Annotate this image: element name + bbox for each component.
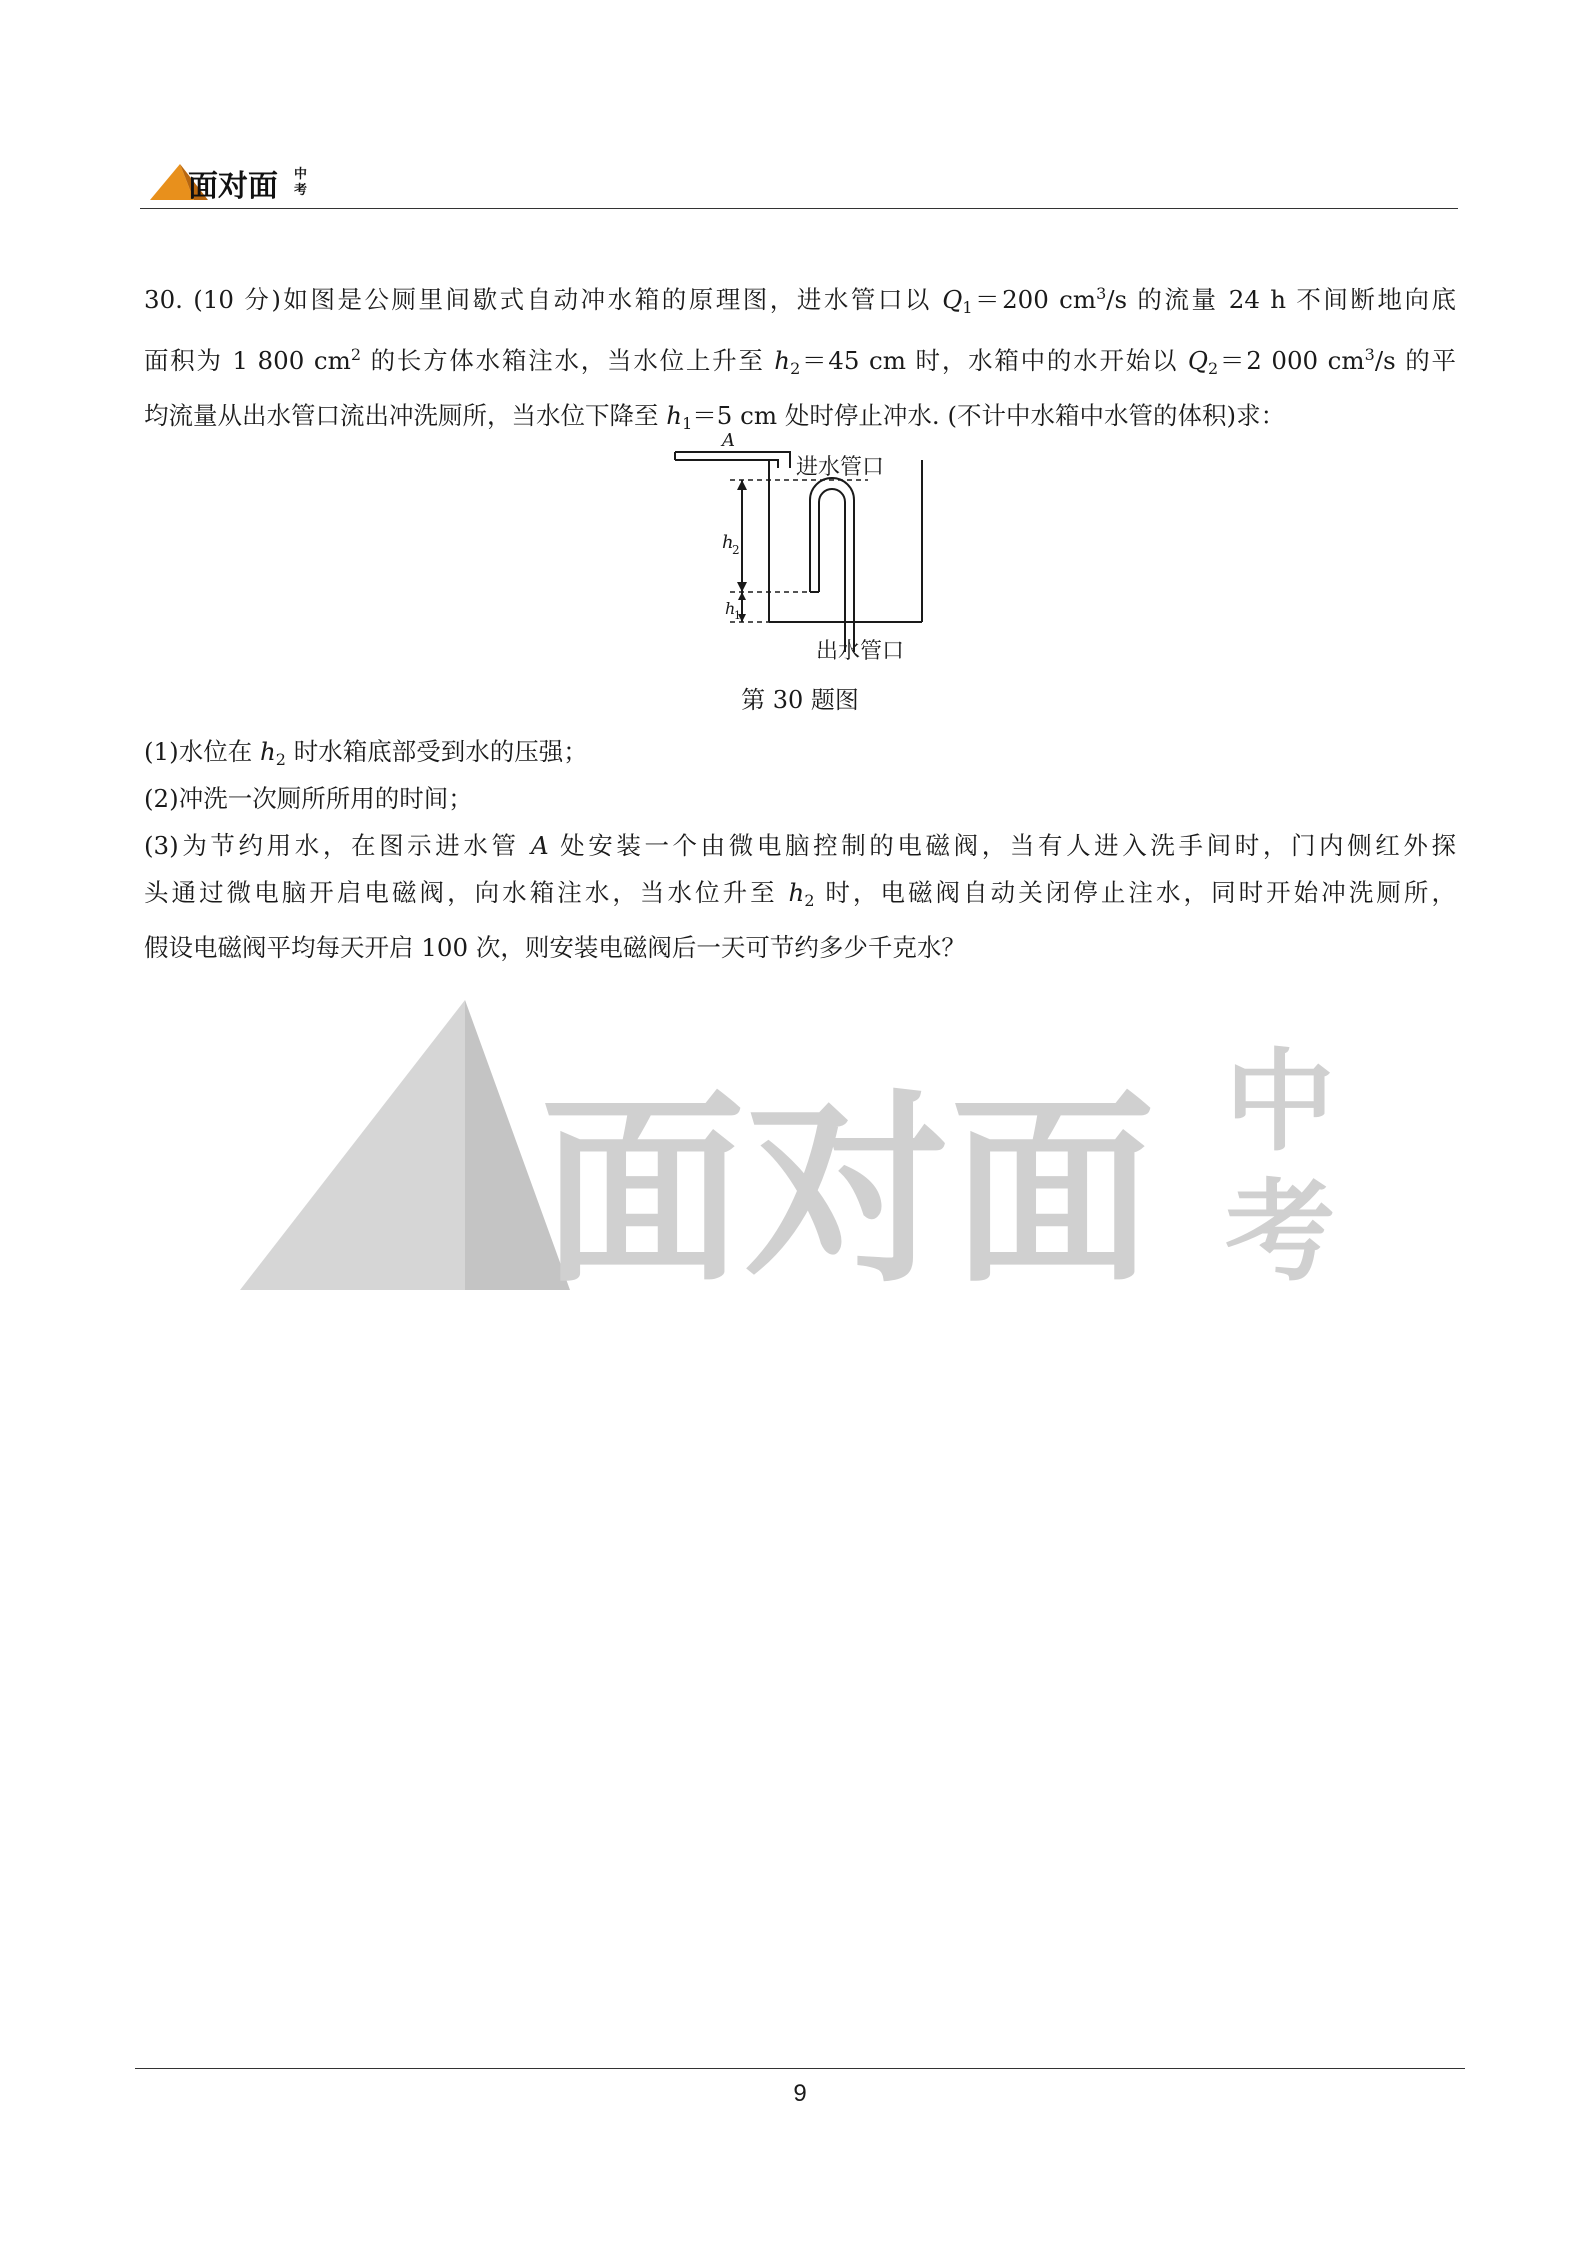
question-stem <box>144 270 1456 447</box>
question-line-3: 均流量从出水管口流出冲洗厕所，当水位下降至 $h_1=5$ cm 处时停止冲水. (不计中水箱中水管的体积)求： <box>144 401 1286 433</box>
footer-rule <box>135 2068 1465 2069</box>
question-line-2: 面积为 1 800 $cm^2$ 的长方体水箱注水，当水位上升至 $h_2=45$ cm 时，水箱中的水开始以 $Q_2=2$ 000 $cm^3/s$ 的平 <box>144 345 1456 378</box>
label-inlet: 进水管口 <box>796 455 885 480</box>
flush-tank-diagram <box>670 430 930 666</box>
header-rule <box>140 208 1458 209</box>
logo-main-text: 面对面 <box>188 169 278 204</box>
label-h2-var: h <box>722 532 734 553</box>
watermark-main-text: 面对面 <box>540 1073 1155 1300</box>
label-h1-var: h <box>725 599 736 618</box>
watermark-side-bottom: 考 <box>1225 1168 1335 1296</box>
page-number: 9 <box>793 2080 807 2107</box>
arrow-up-h1-icon <box>738 592 746 600</box>
label-h1-sub: 1 <box>734 609 741 622</box>
label-a: A <box>722 430 735 451</box>
subquestion-3: (3)为节约用水，在图示进水管 A 处安装一个由微电脑控制的电磁阀，当有人进入洗手间时，门内侧红外探 头通过微电脑开启电磁阀，向水箱注水，当水位升至 $h_2$ 时，电磁阀自动关闭停止注水，同时开始冲洗厕所， 假设电磁阀平均每天开启 100 次，则安装电磁阀后一天可节约多少千克水？ <box>144 831 1456 962</box>
label-h2-sub: 2 <box>732 543 740 557</box>
logo-side-top: 中 <box>294 167 308 182</box>
siphon-inner <box>819 489 845 652</box>
arrow-down-h2-icon <box>737 582 747 592</box>
figure-caption: 第 30 题图 <box>741 686 859 714</box>
arrow-up-h2-icon <box>737 480 747 490</box>
inlet-pipe-lower <box>675 460 778 468</box>
subquestion-2: (2)冲洗一次厕所所用的时间； <box>144 784 473 813</box>
siphon-outer <box>810 478 854 652</box>
label-outlet: 出水管口 <box>816 639 905 664</box>
logo-side-bottom: 考 <box>294 183 308 198</box>
watermark <box>240 1000 1360 1300</box>
question-line-1: 30. (10 分)如图是公厕里间歇式自动冲水箱的原理图，进水管口以 $Q_1=200$ $cm^3/s$ 的流量 24 h 不间断地向底 <box>144 284 1456 317</box>
subquestion-1: (1)水位在 $h_2$ 时水箱底部受到水的压强； <box>144 737 588 769</box>
header-logo <box>150 160 320 204</box>
watermark-pyramid-icon <box>240 1000 465 1290</box>
watermark-side-top: 中 <box>1225 1038 1335 1166</box>
